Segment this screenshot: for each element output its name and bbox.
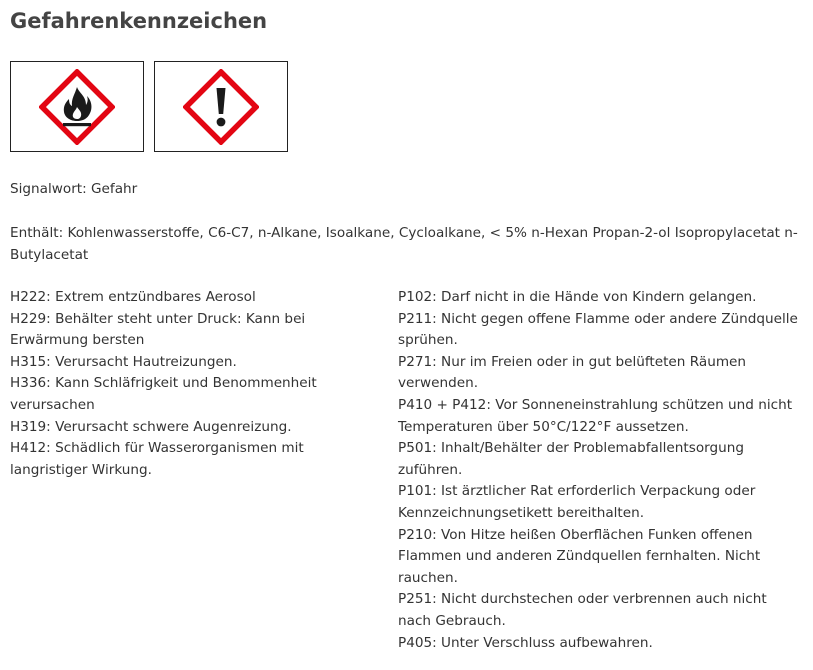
ghs-pictograms bbox=[10, 61, 288, 152]
hazard-statement: H412: Schädlich für Wasserorganismen mit langristiger Wirkung. bbox=[10, 440, 304, 478]
hazard-statement: H229: Behälter steht unter Druck: Kann bei Erwärmung bersten bbox=[10, 310, 306, 349]
precautionary-statement: P101: Ist ärztlicher Rat erforderlich Verpackung oder Kennzeichnungsetikett bereithalten. bbox=[398, 483, 756, 521]
hazard-statement: H336: Kann Schläfrigkeit und Benommenheit verursachen bbox=[10, 375, 317, 413]
section-title: Gefahrenkennzeichen bbox=[10, 9, 268, 33]
hazard-statement: H319: Verursacht schwere Augenreizung. bbox=[10, 418, 292, 435]
contains-statement: Enthält: Kohlenwasserstoffe, C6-C7, n-Alkane, Isoalkane, Cycloalkane, < 5% n-Hexan Propan-2-ol Isopropylacetat n-Butylacetat bbox=[10, 225, 798, 263]
hazard-statement: H222: Extrem entzündbares Aerosol bbox=[10, 289, 256, 305]
precautionary-statement: P102: Darf nicht in die Hände von Kindern gelangen. bbox=[398, 289, 757, 305]
hazard-labeling-section bbox=[10, 0, 805, 670]
precautionary-statement: P251: Nicht durchstechen oder verbrennen auch nicht nach Gebrauch. bbox=[398, 591, 767, 629]
precautionary-statement: P271: Nur im Freien oder in gut belüfteten Räumen verwenden. bbox=[398, 353, 747, 392]
flame-icon bbox=[39, 69, 115, 145]
ghs-pictogram-flammable bbox=[10, 61, 144, 152]
precautionary-statement: P405: Unter Verschluss aufbewahren. bbox=[398, 634, 653, 651]
hazard-statements-list bbox=[10, 287, 340, 481]
ghs-pictogram-exclamation bbox=[154, 61, 288, 152]
exclamation-mark-icon bbox=[183, 69, 259, 145]
precautionary-statement: P410 + P412: Vor Sonneneinstrahlung schützen und nicht Temperaturen über 50°C/122°F aussetzen. bbox=[398, 396, 793, 435]
hazard-statement: H315: Verursacht Hautreizungen. bbox=[10, 353, 237, 370]
precautionary-statements-list bbox=[398, 287, 798, 654]
signal-word: Signalwort: Gefahr bbox=[10, 181, 138, 197]
precautionary-statement: P501: Inhalt/Behälter der Problemabfallentsorgung zuführen. bbox=[398, 440, 744, 478]
precautionary-statement: P211: Nicht gegen offene Flamme oder andere Zündquelle sprühen. bbox=[398, 310, 798, 349]
precautionary-statement: P210: Von Hitze heißen Oberflächen Funken offenen Flammen und anderen Zündquellen fernhalten. Nicht rauchen. bbox=[398, 526, 761, 586]
